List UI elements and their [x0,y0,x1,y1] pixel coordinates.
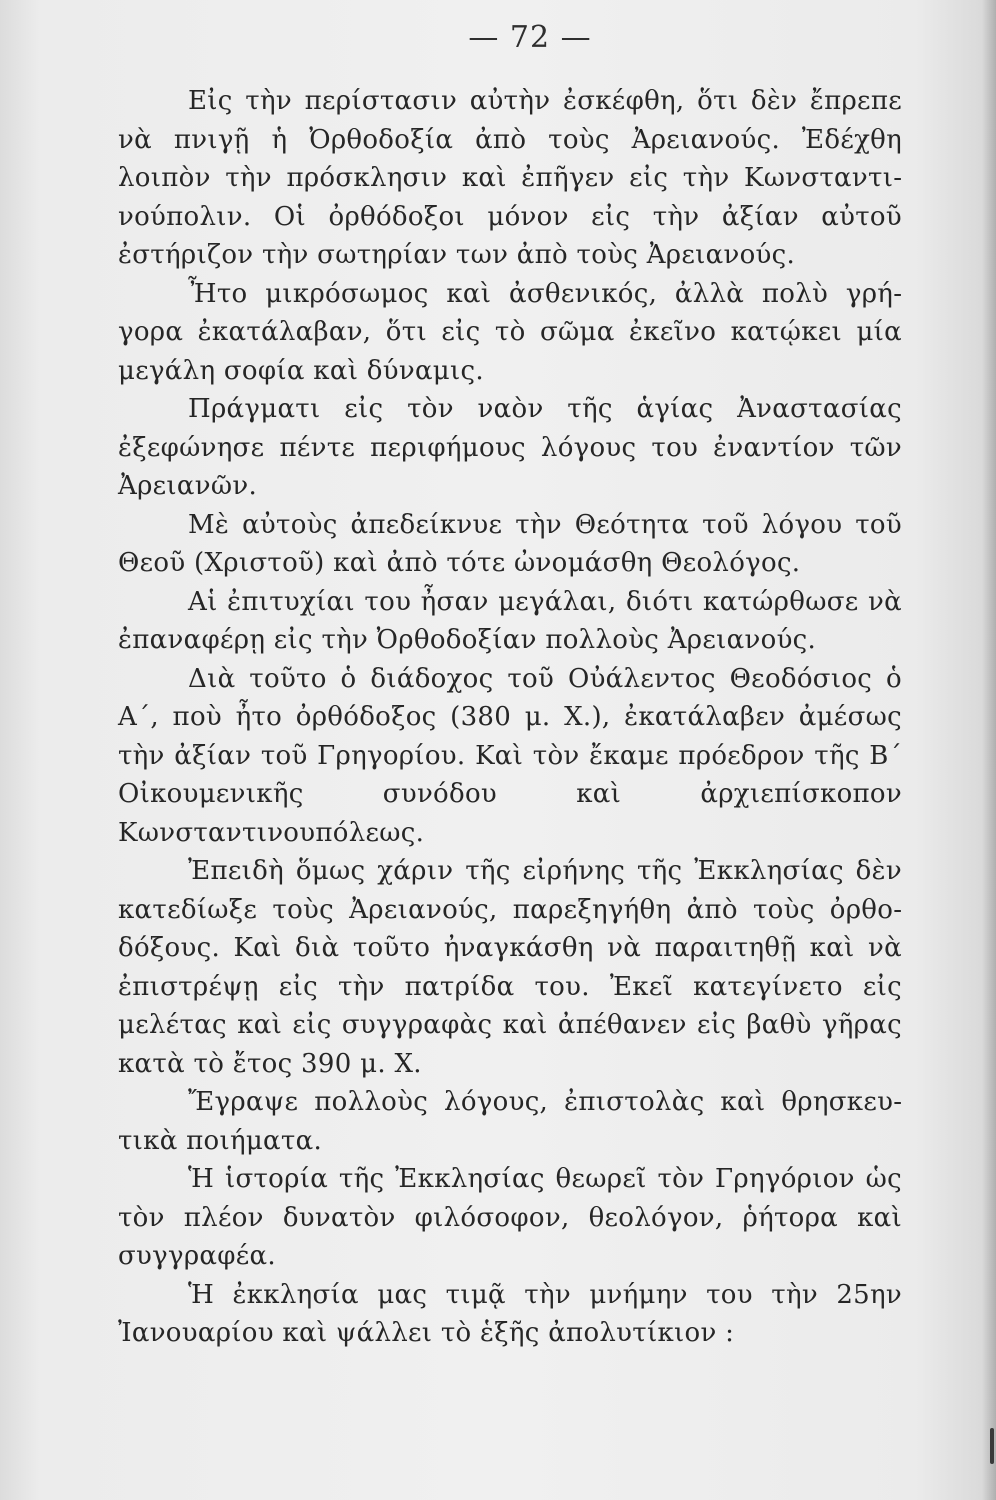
paragraph: Αἱ ἐπιτυχίαι του ἦσαν μεγάλαι, διότι κατώρθωσε νὰ ἐπαναφέρῃ εἰς τὴν Ὀρθοδοξίαν πολλοὺς Ἀρειανούς. [118,586,902,655]
paragraph: Μὲ αὐτοὺς ἀπεδείκνυε τὴν Θεότητα τοῦ λόγου τοῦ Θεοῦ (Χριστοῦ) καὶ ἀπὸ τότε ὠνομάσθη Θεολόγος. [118,509,902,578]
paragraph: Ἡ ἱστορία τῆς Ἐκκλησίας θεωρεῖ τὸν Γρηγόριον ὡς τὸν πλέον δυνατὸν φιλόσοφον, θεολόγον, ῥήτορα καὶ συγγραφέα. [118,1164,902,1271]
paragraph: Πράγματι εἰς τὸν ναὸν τῆς ἁγίας Ἀναστασίας ἐξεφώνησε πέντε περιφήμους λόγους του ἐναντίον τῶν Ἀρειανῶν. [118,394,902,501]
paragraph: Ἐπειδὴ ὅμως χάριν τῆς εἰρήνης τῆς Ἐκκλησίας δὲν κατεδίωξε τοὺς Ἀρειανούς, παρεξηγήθη ἀπὸ τοὺς ὀρθοδόξους. Καὶ διὰ τοῦτο ἠναγκάσθη νὰ παραιτηθῇ καὶ νὰ ἐπιστρέψῃ εἰς τὴν πατρίδα του. Ἐκεῖ κατεγίνετο εἰς μελέτας καὶ εἰς συγγραφὰς καὶ ἀπέθανεν εἰς βαθὺ γῆρας κατὰ τὸ ἔτος 390 μ. Χ. [118,856,902,1079]
paragraph: Εἰς τὴν περίστασιν αὐτὴν ἐσκέφθη, ὅτι δὲν ἔπρεπε νὰ πνιγῇ ἡ Ὀρθοδοξία ἀπὸ τοὺς Ἀρειανούς. Ἐδέχθη λοιπὸν τὴν πρόσκλησιν καὶ ἐπῆγεν εἰς τὴν Κωνσταντινούπολιν. Οἱ ὀρθόδοξοι μόνον εἰς τὴν ἀξίαν αὐτοῦ ἐστήριζον τὴν σωτηρίαν των ἀπὸ τοὺς Ἀρειανούς. [118,86,902,270]
paragraph: Ἡ ἐκκλησία μας τιμᾷ τὴν μνήμην του τὴν 25ην Ἰανουαρίου καὶ ψάλλει τὸ ἑξῆς ἀπολυτίκιον : [118,1279,902,1348]
page-number: — 72 — [468,20,592,55]
paragraph: Ἔγραψε πολλοὺς λόγους, ἐπιστολὰς καὶ θρησκευτικὰ ποιήματα. [118,1087,902,1156]
margin-mark [990,1428,994,1464]
paragraph: Διὰ τοῦτο ὁ διάδοχος τοῦ Οὐάλεντος Θεοδόσιος ὁ Α΄, ποὺ ἦτο ὀρθόδοξος (380 μ. Χ.), ἐκατάλαβεν ἀμέσως τὴν ἀξίαν τοῦ Γρηγορίου. Καὶ τὸν ἔκαμε πρόεδρον τῆς Β΄ Οἰκουμενικῆς συνόδου καὶ ἀρχιεπίσκοπον Κωνσταντινουπόλεως. [118,663,902,848]
paragraph: Ἦτο μικρόσωμος καὶ ἀσθενικός, ἀλλὰ πολὺ γρήγορα ἐκατάλαβαν, ὅτι εἰς τὸ σῶμα ἐκεῖνο κατῴκει μία μεγάλη σοφία καὶ δύναμις. [118,278,902,386]
body-text [118,82,902,1353]
page-edge-shadow [982,0,996,1500]
